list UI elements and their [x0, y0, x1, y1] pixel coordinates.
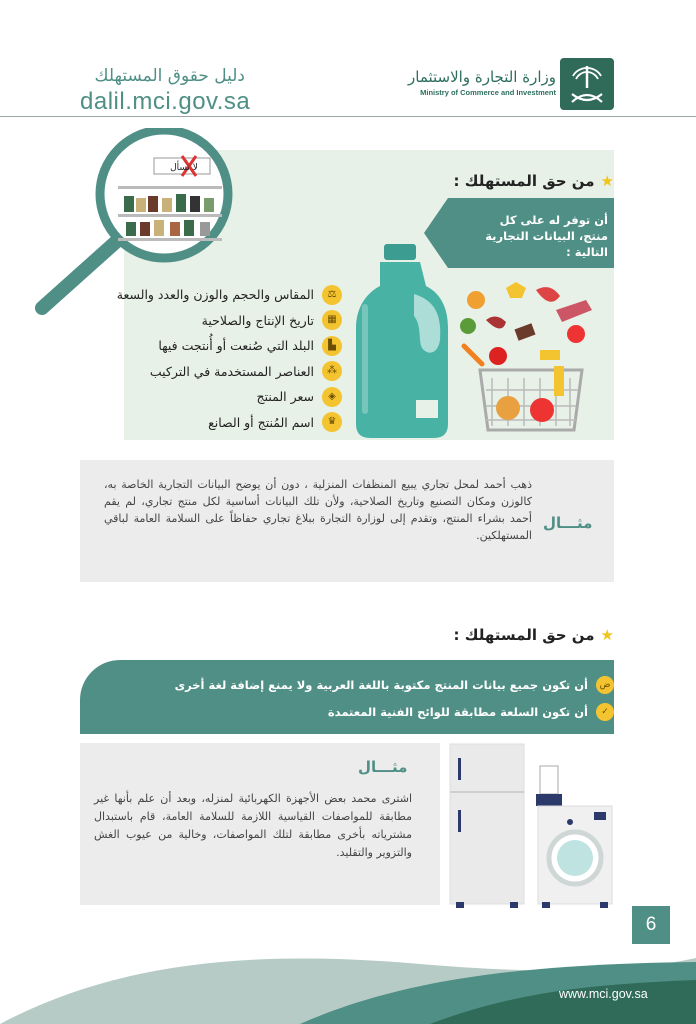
rights-list-item: [96, 410, 342, 436]
section2-heading-text: من حق المستهلك :: [453, 626, 595, 644]
star-icon: ★: [600, 172, 614, 190]
footer-url[interactable]: www.mci.gov.sa: [559, 987, 648, 1001]
rights-list-item: [96, 333, 342, 359]
grocery-basket-illustration: [456, 280, 606, 440]
ministry-emblem-icon: [560, 58, 614, 110]
guide-url[interactable]: dalil.mci.gov.sa: [80, 88, 251, 115]
ministry-name-arabic: وزارة التجارة والاستثمار: [408, 68, 556, 86]
header-divider: [0, 116, 696, 117]
section1-heading: [454, 172, 614, 190]
rights-list-item: [96, 282, 342, 308]
page-number: 6: [632, 906, 670, 944]
molecule-icon: ⁂: [322, 361, 342, 381]
factory-icon: ▙: [322, 336, 342, 356]
rights-item-label: اسم المُنتج أو الصانع: [208, 414, 314, 430]
section1-heading-text: من حق المستهلك :: [453, 172, 595, 190]
rights-list-item: [96, 384, 342, 410]
rights-item-label: تاريخ الإنتاج والصلاحية: [201, 312, 314, 328]
section2-item: [175, 675, 614, 695]
section2-band: [80, 660, 614, 734]
guide-title: دليل حقوق المستهلك: [94, 66, 245, 86]
refrigerator-icon: [450, 744, 524, 908]
manufacturer-icon: ♛: [322, 412, 342, 432]
calendar-icon: ▦: [322, 310, 342, 330]
language-icon: ض: [596, 676, 614, 694]
example2-text: اشترى محمد بعض الأجهزة الكهربائية لمنزله، وبعد أن علم بأنها غير مطابقة للمواصفات القياسية اللازمة للسلامة العامة، قام باستبدال مشترياته بأخرى مطابقة لتلك المواصفات، وخالية من عيوب الغش والتزوير والتقليد.: [94, 792, 412, 859]
blender-icon: [536, 766, 562, 806]
scale-icon: ⚖: [322, 285, 342, 305]
rights-item-label: سعر المنتج: [256, 389, 314, 405]
rights-item-label: البلد التي صُنعت أو أُنتجت فيها: [158, 338, 314, 354]
section2-heading: [454, 626, 614, 644]
detergent-bottle-illustration: [356, 244, 448, 438]
section2-item-label: أن تكون السلعة مطابقة للوائح الفنية المعتمدة: [327, 705, 588, 719]
page-header: [0, 0, 696, 118]
star-icon: ★: [600, 626, 614, 644]
washing-machine-icon: [538, 806, 612, 908]
section2-item: [328, 702, 614, 722]
rights-item-label: المقاس والحجم والوزن والعدد والسعة: [116, 287, 314, 303]
example2-label: مثـــال: [358, 758, 408, 776]
price-tag-icon: ◈: [322, 387, 342, 407]
rights-list-item: [96, 359, 342, 385]
appliances-illustration: [448, 740, 618, 908]
certified-badge-icon: ✓: [596, 703, 614, 721]
rights-list: [96, 282, 342, 435]
rights-list-item: [96, 308, 342, 334]
intro-text: أن توفر له على كل منتج، البيانات التجارية التالية :: [485, 213, 608, 259]
example1-text: ذهب أحمد لمحل تجاري يبيع المنظفات المنزلية ، دون أن يوضح البيانات التجارية الخاصة به، كالوزن ومكان التصنيع وتاريخ الصلاحية، ولأن تلك البيانات أساسية لكل منتج تجاري، لم يقم أحمد بشراء المنتج، وتقدم إلى لوزارة التجارة ببلاغ تجاري حفاظاً على السلامة العامة لباقي المستهلكين.: [104, 478, 532, 542]
example1-label: مثـــال: [543, 514, 593, 532]
shelf-sign-text: لا تسأل: [170, 163, 198, 173]
ministry-name-english: Ministry of Commerce and Investment: [420, 88, 556, 97]
section2-item-label: أن تكون جميع بيانات المنتج مكتوبة باللغة العربية ولا يمنع إضافة لغة أخرى: [174, 678, 588, 692]
rights-item-label: العناصر المستخدمة في التركيب: [149, 363, 314, 379]
